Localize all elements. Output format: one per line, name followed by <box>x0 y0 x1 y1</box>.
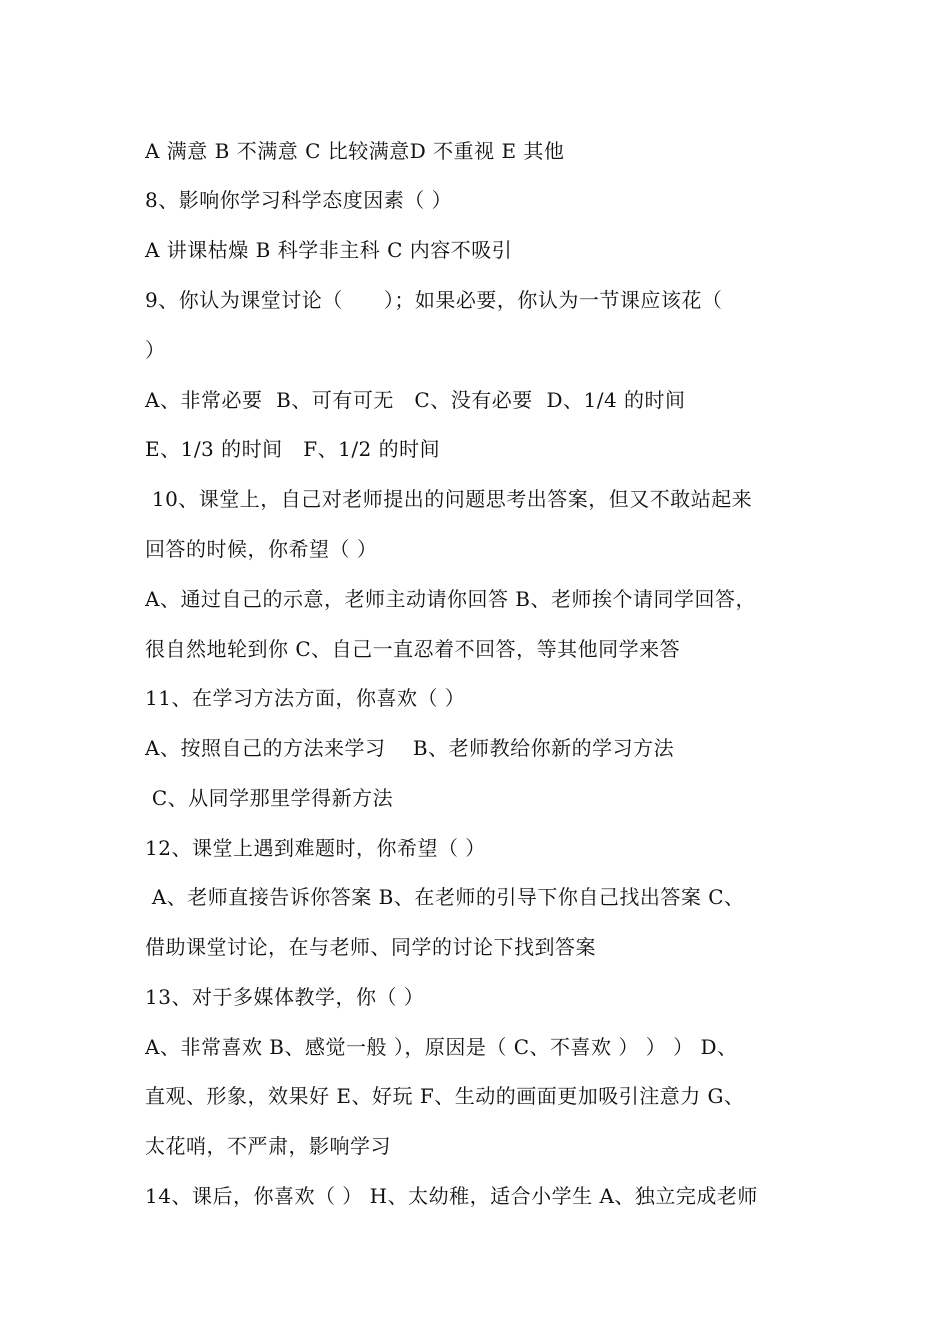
text-line-18: 13、对于多媒体教学，你（ ） <box>145 985 425 1009</box>
text-line-13: A、按照自己的方法来学习 B、老师教给你新的学习方法 <box>145 736 675 760</box>
text-line-9: 回答的时候，你希望（ ） <box>145 537 378 561</box>
text-line-15: 12、课堂上遇到难题时，你希望（ ） <box>145 836 486 860</box>
text-line-5: ） <box>145 338 166 362</box>
text-line-7: E、1/3 的时间 F、1/2 的时间 <box>145 437 441 461</box>
text-line-17: 借助课堂讨论，在与老师、同学的讨论下找到答案 <box>145 935 596 959</box>
text-line-21: 太花哨，不严肃，影响学习 <box>145 1134 391 1158</box>
text-line-8: 10、课堂上，自己对老师提出的问题思考出答案，但又不敢站起来 <box>145 487 753 511</box>
text-line-10: A、通过自己的示意，老师主动请你回答 B、老师挨个请同学回答， <box>145 587 756 611</box>
text-line-20: 直观、形象，效果好 E、好玩 F、生动的画面更加吸引注意力 G、 <box>145 1084 745 1108</box>
text-line-1: A 满意 B 不满意 C 比较满意D 不重视 E 其他 <box>145 139 565 163</box>
text-line-2: 8、影响你学习科学态度因素（ ） <box>145 188 453 212</box>
text-line-22: 14、课后，你喜欢（ ） H、太幼稚，适合小学生 A、独立完成老师 <box>145 1184 758 1208</box>
text-line-19: A、非常喜欢 B、感觉一般 ），原因是（ C、不喜欢 ） ） ） D、 <box>145 1035 738 1059</box>
text-line-14: C、从同学那里学得新方法 <box>145 786 394 810</box>
text-line-12: 11、在学习方法方面，你喜欢（ ） <box>145 686 466 710</box>
text-line-4: 9、你认为课堂讨论（ ）；如果必要，你认为一节课应该花（ <box>145 288 723 312</box>
text-line-6: A、非常必要 B、可有可无 C、没有必要 D、1/4 的时间 <box>145 388 686 412</box>
text-line-16: A、老师直接告诉你答案 B、在老师的引导下你自己找出答案 C、 <box>145 885 745 909</box>
text-line-3: A 讲课枯燥 B 科学非主科 C 内容不吸引 <box>145 238 513 262</box>
text-line-11: 很自然地轮到你 C、自己一直忍着不回答，等其他同学来答 <box>145 637 681 661</box>
